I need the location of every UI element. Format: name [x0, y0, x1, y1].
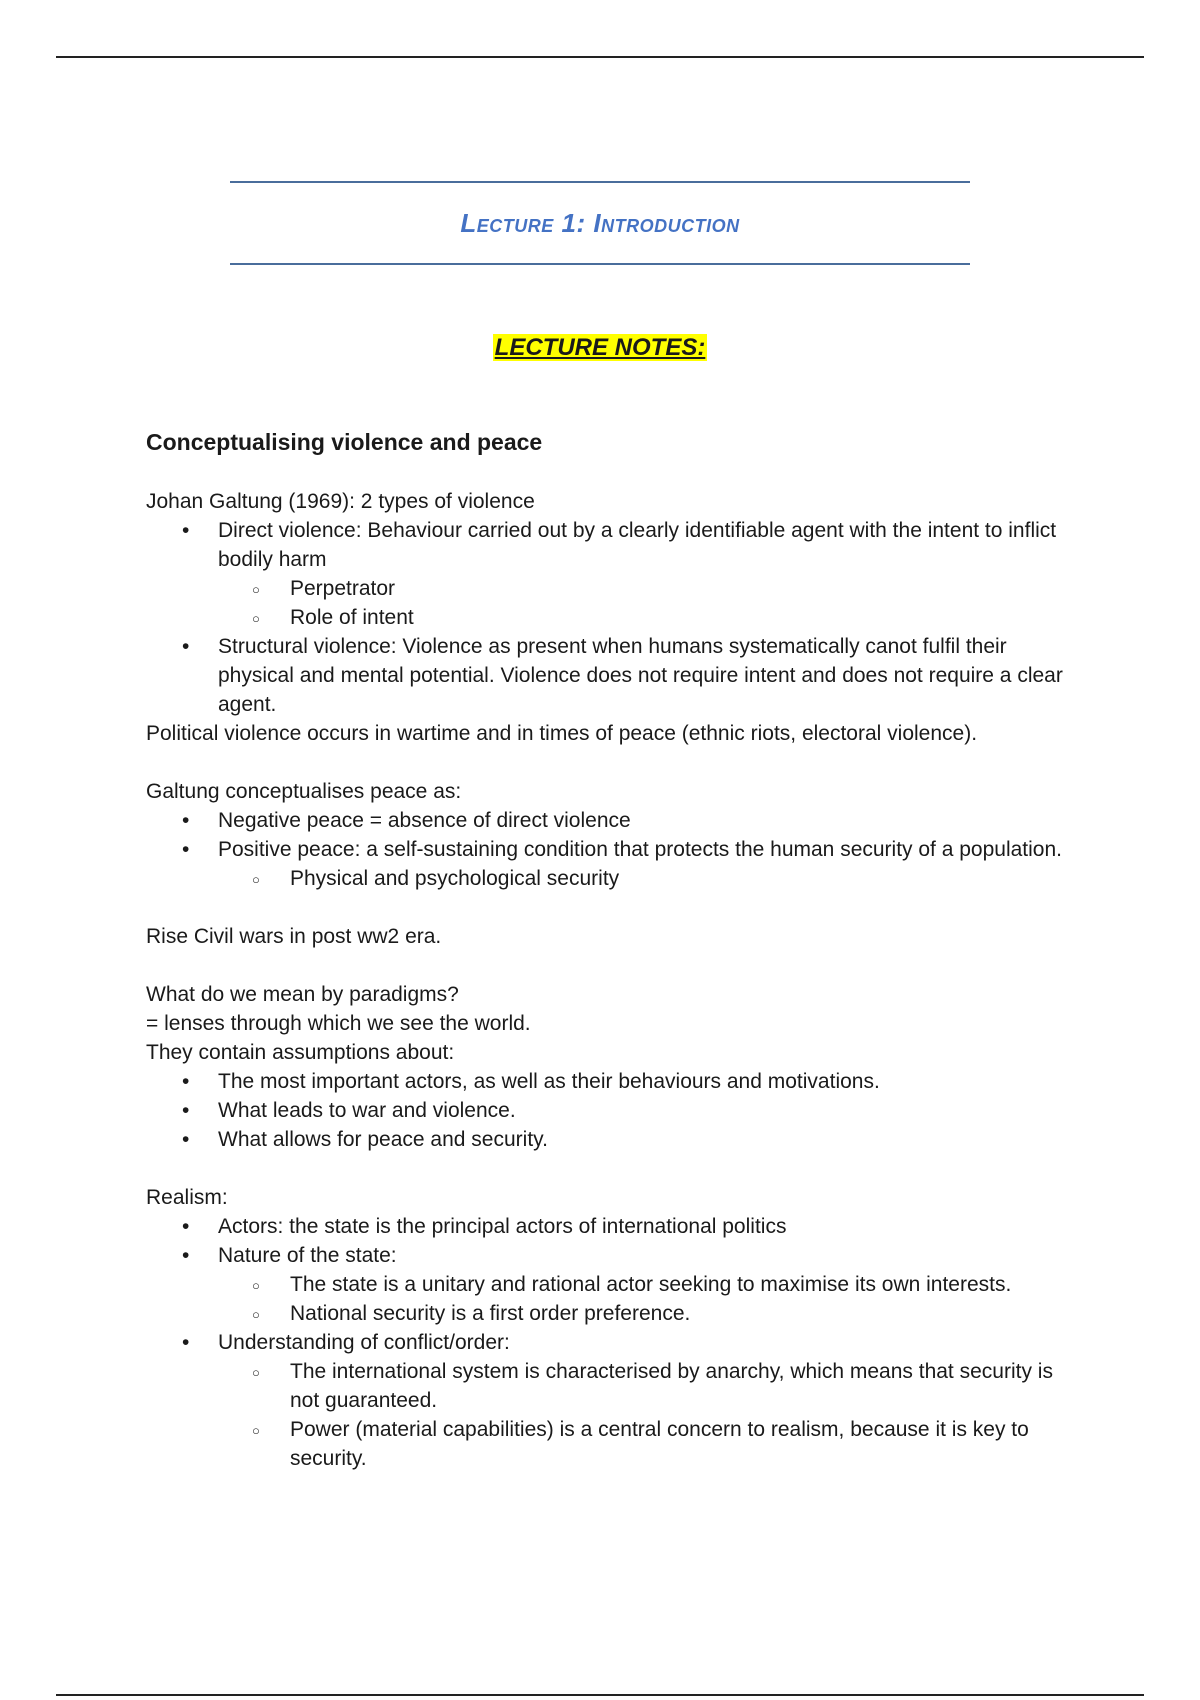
- list-item-positive-peace: [146, 835, 1076, 893]
- sublist-item: ○ The international system is characterised by anarchy, which means that security is not guaranteed.: [218, 1357, 1076, 1415]
- list-item-direct-violence: [146, 516, 1076, 632]
- positive-peace-sublist: [218, 864, 1076, 893]
- sublist-item: ○ National security is a first order preference.: [218, 1299, 1076, 1328]
- sublist-item: ○ Role of intent: [218, 603, 1076, 632]
- peace-intro: Galtung conceptualises peace as:: [146, 780, 462, 803]
- sublist-item: ○ The state is a unitary and rational actor seeking to maximise its own interests.: [218, 1270, 1076, 1299]
- direct-violence-text: Direct violence: Behaviour carried out by a clearly identifiable agent with the intent to inflict bodily harm: [218, 519, 1057, 571]
- document-body: [146, 428, 1076, 1473]
- galtung-intro: Johan Galtung (1969): 2 types of violence: [146, 490, 535, 513]
- violence-types-list: [146, 516, 1076, 719]
- list-item: • The most important actors, as well as their behaviours and motivations.: [146, 1067, 1076, 1096]
- assumptions-list: [146, 1067, 1076, 1154]
- realism-conflict-text: Understanding of conflict/order:: [218, 1331, 510, 1354]
- list-item-realism-actors: • Actors: the state is the principal actors of international politics: [146, 1212, 1076, 1241]
- page-top-rule: [56, 56, 1144, 58]
- realism-nature-text: Nature of the state:: [218, 1244, 397, 1267]
- political-violence-text: Political violence occurs in wartime and in times of peace (ethnic riots, electoral violence).: [146, 722, 978, 745]
- realism-heading: Realism:: [146, 1186, 228, 1209]
- section-heading: Conceptualising violence and peace: [146, 429, 543, 455]
- list-item: • What allows for peace and security.: [146, 1125, 1076, 1154]
- civil-wars-text: Rise Civil wars in post ww2 era.: [146, 925, 442, 948]
- sublist-item: ○ Power (material capabilities) is a central concern to realism, because it is key to security.: [218, 1415, 1076, 1473]
- list-item-realism-conflict: [146, 1328, 1076, 1473]
- direct-violence-sublist: [218, 574, 1076, 632]
- peace-types-list: [146, 806, 1076, 893]
- realism-nature-sublist: [218, 1270, 1076, 1328]
- sublist-item: ○ Perpetrator: [218, 574, 1076, 603]
- list-item-realism-nature: [146, 1241, 1076, 1328]
- page-bottom-rule: [56, 1694, 1144, 1696]
- positive-peace-text: Positive peace: a self-sustaining condition that protects the human security of a population.: [218, 838, 1062, 861]
- realism-list: [146, 1212, 1076, 1473]
- list-item-structural-violence: • Structural violence: Violence as present when humans systematically canot fulfil their physical and mental potential. Violence does not require intent and does not require a clear agent.: [146, 632, 1076, 719]
- document-title: Lecture 1: Introduction: [460, 207, 740, 238]
- realism-conflict-sublist: [218, 1357, 1076, 1473]
- paradigm-question: What do we mean by paradigms?: [146, 983, 459, 1006]
- sublist-item: ○ Physical and psychological security: [218, 864, 1076, 893]
- list-item: • What leads to war and violence.: [146, 1096, 1076, 1125]
- lecture-notes-heading: LECTURE NOTES:: [494, 334, 706, 361]
- paradigm-definition: = lenses through which we see the world.: [146, 1012, 531, 1035]
- list-item-negative-peace: • Negative peace = absence of direct violence: [146, 806, 1076, 835]
- title-block: [230, 181, 970, 265]
- lecture-notes-heading-wrap: [0, 334, 1200, 362]
- assumptions-intro: They contain assumptions about:: [146, 1041, 455, 1064]
